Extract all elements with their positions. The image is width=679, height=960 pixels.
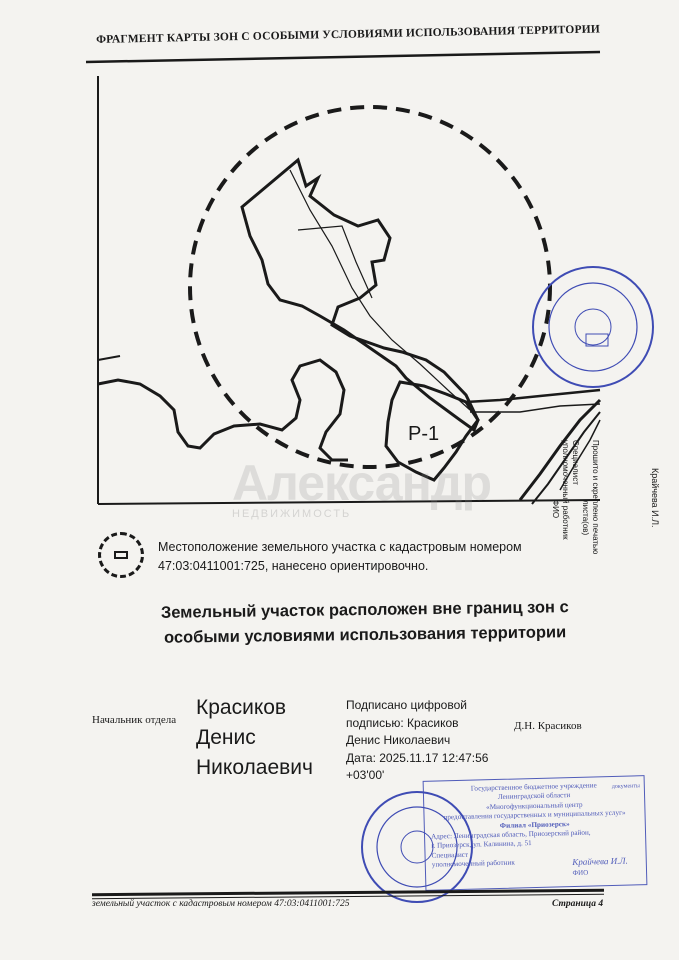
margin-line-2: листа(ов) (581, 500, 590, 536)
zone-r1-label: Р-1 (408, 423, 440, 445)
margin-line-5: ФИО (551, 500, 560, 519)
watermark-subtext: НЕДВИЖИМОСТЬ (232, 508, 352, 520)
round-stamp-top (528, 262, 658, 392)
zone-statement (130, 595, 601, 652)
signer-surname: Красиков (196, 696, 287, 719)
stamp-line-2: Ленинградской области (497, 791, 571, 802)
mfc-logo-icon: документы (611, 783, 641, 790)
stamp-fio-value: Крайчева И.Л. (572, 855, 628, 868)
parcel-inner-line (290, 170, 470, 410)
stamp-line-9: уполномоченный работник (431, 858, 515, 869)
signer-first-name: Денис (196, 726, 256, 749)
stamp-line-8: Специалист (431, 850, 469, 860)
location-circle (190, 107, 550, 467)
map-frame (86, 52, 600, 62)
stamp-line-5: Филиал «Приозерск» (499, 819, 570, 830)
legend-line-1: Местоположение земельного участка с кадастровым номером (158, 540, 522, 554)
page-title: ФРАГМЕНТ КАРТЫ ЗОН С ОСОБЫМИ УСЛОВИЯМИ ИСПОЛЬЗОВАНИЯ ТЕРРИТОРИИ (96, 23, 601, 46)
signer-initials: Д.Н. Красиков (514, 720, 582, 732)
stamp-line-6: Адрес: Ленинградская область, Приозерский район, (430, 828, 591, 841)
stamp-line-7: г. Приозерск, ул. Калинина, д. 51 (431, 839, 532, 851)
signed-tz: +03'00' (346, 768, 385, 782)
side-margin-note (550, 440, 600, 610)
signed-line-1: Подписано цифровой (346, 698, 467, 712)
legend-location-icon (98, 532, 144, 578)
margin-line-3: Специалист (571, 440, 580, 485)
digital-signature-block (346, 697, 488, 785)
stamp-line-3: «Многофункциональный центр (485, 800, 583, 812)
legend-text (158, 538, 598, 576)
margin-line-4: уполномоченный работник (561, 440, 570, 540)
legend-line-2: 47:03:0411001:725, нанесено ориентировочно. (158, 559, 429, 573)
terrain-line-top (98, 356, 120, 360)
stamp-line-4: предоставления государственных и муниципальных услуг» (443, 808, 626, 822)
statement-line-2: особыми условиями использования территории (163, 623, 567, 647)
signer-patronymic: Николаевич (196, 756, 313, 779)
parcel-outline (242, 160, 478, 430)
watermark: Александр (232, 455, 492, 511)
margin-line-1: Прошито и скреплено печатью (591, 440, 600, 555)
page-number: Страница 4 (552, 899, 604, 909)
parcel-inner-line-2 (298, 226, 372, 298)
stamp-line-1: Государственное бюджетное учреждение (470, 781, 597, 793)
terrain-line-left (98, 360, 348, 460)
statement-line-1: Земельный участок расположен вне границ зон с (160, 598, 569, 622)
position-label: Начальник отдела (92, 714, 177, 726)
signed-date: Дата: 2025.11.17 12:47:56 (346, 750, 489, 765)
signed-line-2: подписью: Красиков (346, 715, 459, 730)
stamp-fio (572, 857, 628, 878)
road-line-2 (470, 404, 600, 412)
margin-name: Крайчева И.Л. (650, 468, 660, 528)
certification-stamp (423, 775, 648, 891)
stamp-fio-label: ФИО (572, 868, 589, 877)
footer-cadastral: земельный участок с кадастровым номером 47:03:0411001:725 (92, 899, 350, 909)
signed-line-3: Денис Николаевич (346, 733, 451, 747)
signer-name (196, 693, 313, 783)
